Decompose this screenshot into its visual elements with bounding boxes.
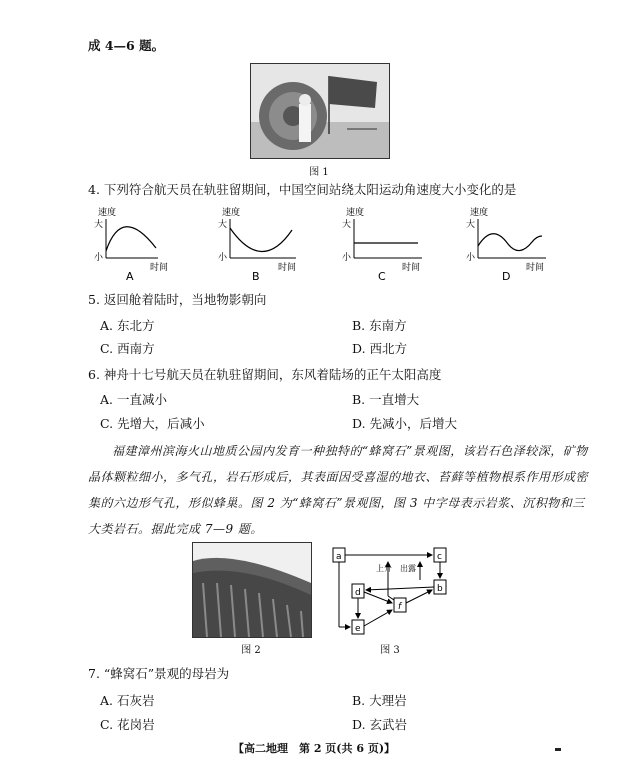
figure-1-photo — [250, 63, 390, 159]
question-4-stem: 4. 下列符合航天员在轨驻留期间，中国空间站绕太阳运动角速度大小变化的是 — [88, 182, 517, 197]
option-c-chart — [338, 206, 438, 290]
question-5-option-b[interactable]: B. 东南方 — [352, 318, 407, 333]
option-a-high-label: 大 — [94, 220, 104, 230]
question-7-option-b[interactable]: B. 大理岩 — [352, 693, 407, 708]
option-d-high-label: 大 — [466, 220, 476, 230]
option-a-low-label: 小 — [94, 253, 104, 263]
intro-tail: 成 4—6 题。 — [88, 38, 165, 53]
node-b-label: b — [437, 584, 443, 594]
option-d-curve — [478, 234, 542, 251]
question-7-option-a[interactable]: A. 石灰岩 — [100, 693, 155, 708]
question-7-stem: 7. “蜂窝石”景观的母岩为 — [88, 666, 230, 681]
option-d-letter: D — [502, 270, 511, 283]
option-b-curve — [230, 228, 292, 252]
page-footer: 【高二地理 第 2 页(共 6 页)】 — [233, 742, 396, 755]
option-b-high-label: 大 — [218, 220, 228, 230]
question-5-option-d[interactable]: D. 西北方 — [352, 341, 408, 356]
figure-3-diagram — [328, 540, 452, 644]
question-5-option-c[interactable]: C. 西南方 — [100, 341, 155, 356]
option-c-x-label: 时间 — [402, 263, 421, 273]
option-b-chart — [214, 206, 314, 290]
option-a-chart — [90, 206, 190, 290]
question-7-option-d[interactable]: D. 玄武岩 — [352, 717, 408, 732]
figure-2-caption: 图 2 — [241, 645, 261, 656]
question-7-option-c[interactable]: C. 花岗岩 — [100, 717, 155, 732]
option-b-low-label: 小 — [218, 253, 228, 263]
node-f-label: f — [398, 602, 402, 612]
question-6-option-d[interactable]: D. 先减小，后增大 — [352, 416, 458, 431]
option-b-y-label: 速度 — [222, 208, 241, 218]
question-6-option-a[interactable]: A. 一直减小 — [100, 392, 167, 407]
option-c-high-label: 大 — [342, 220, 352, 230]
node-d-label: d — [355, 588, 361, 598]
figure-2-photo — [192, 542, 312, 638]
option-a-x-label: 时间 — [150, 263, 169, 273]
question-6-option-b[interactable]: B. 一直增大 — [352, 392, 420, 407]
node-c-label: c — [437, 552, 442, 562]
label-out: 出露 — [400, 564, 416, 573]
node-a-label: a — [336, 552, 342, 562]
node-e-label: e — [355, 624, 361, 634]
figure-1-caption: 图 1 — [309, 167, 329, 178]
figure-3-caption: 图 3 — [380, 645, 400, 656]
corner-mark — [555, 748, 561, 751]
question-6-option-c[interactable]: C. 先增大，后减小 — [100, 416, 205, 431]
option-c-y-label: 速度 — [346, 208, 365, 218]
option-b-x-label: 时间 — [278, 263, 297, 273]
question-5-option-a[interactable]: A. 东北方 — [100, 318, 155, 333]
option-a-y-label: 速度 — [98, 208, 117, 218]
option-a-curve — [106, 227, 156, 251]
option-d-chart — [462, 206, 562, 290]
option-d-x-label: 时间 — [526, 263, 545, 273]
option-d-low-label: 小 — [466, 253, 476, 263]
passage-text: 福建漳州滨海火山地质公园内发育一种独特的“蜂窝石”景观图，该岩石色泽较深，矿物晶体颗粒细小，多气孔，岩石形成后，其表面因受喜湿的地衣、苔藓等植物根系作用形成密集的六边形气孔，形似蜂巢。图 2 为“蜂窝石”景观图，图 3 中字母表示岩浆、沉积物和三大类岩石。据此完成 7—9 题。 — [88, 444, 589, 536]
question-5-stem: 5. 返回舱着陆时，当地物影朝向 — [88, 292, 267, 307]
question-6-stem: 6. 神舟十七号航天员在轨驻留期间，东风着陆场的正午太阳高度 — [88, 367, 442, 382]
option-b-letter: B — [252, 270, 260, 283]
option-d-y-label: 速度 — [470, 208, 489, 218]
label-up: 上升 — [376, 564, 392, 573]
option-c-letter: C — [378, 270, 386, 283]
option-a-letter: A — [126, 270, 134, 283]
option-c-low-label: 小 — [342, 253, 352, 263]
